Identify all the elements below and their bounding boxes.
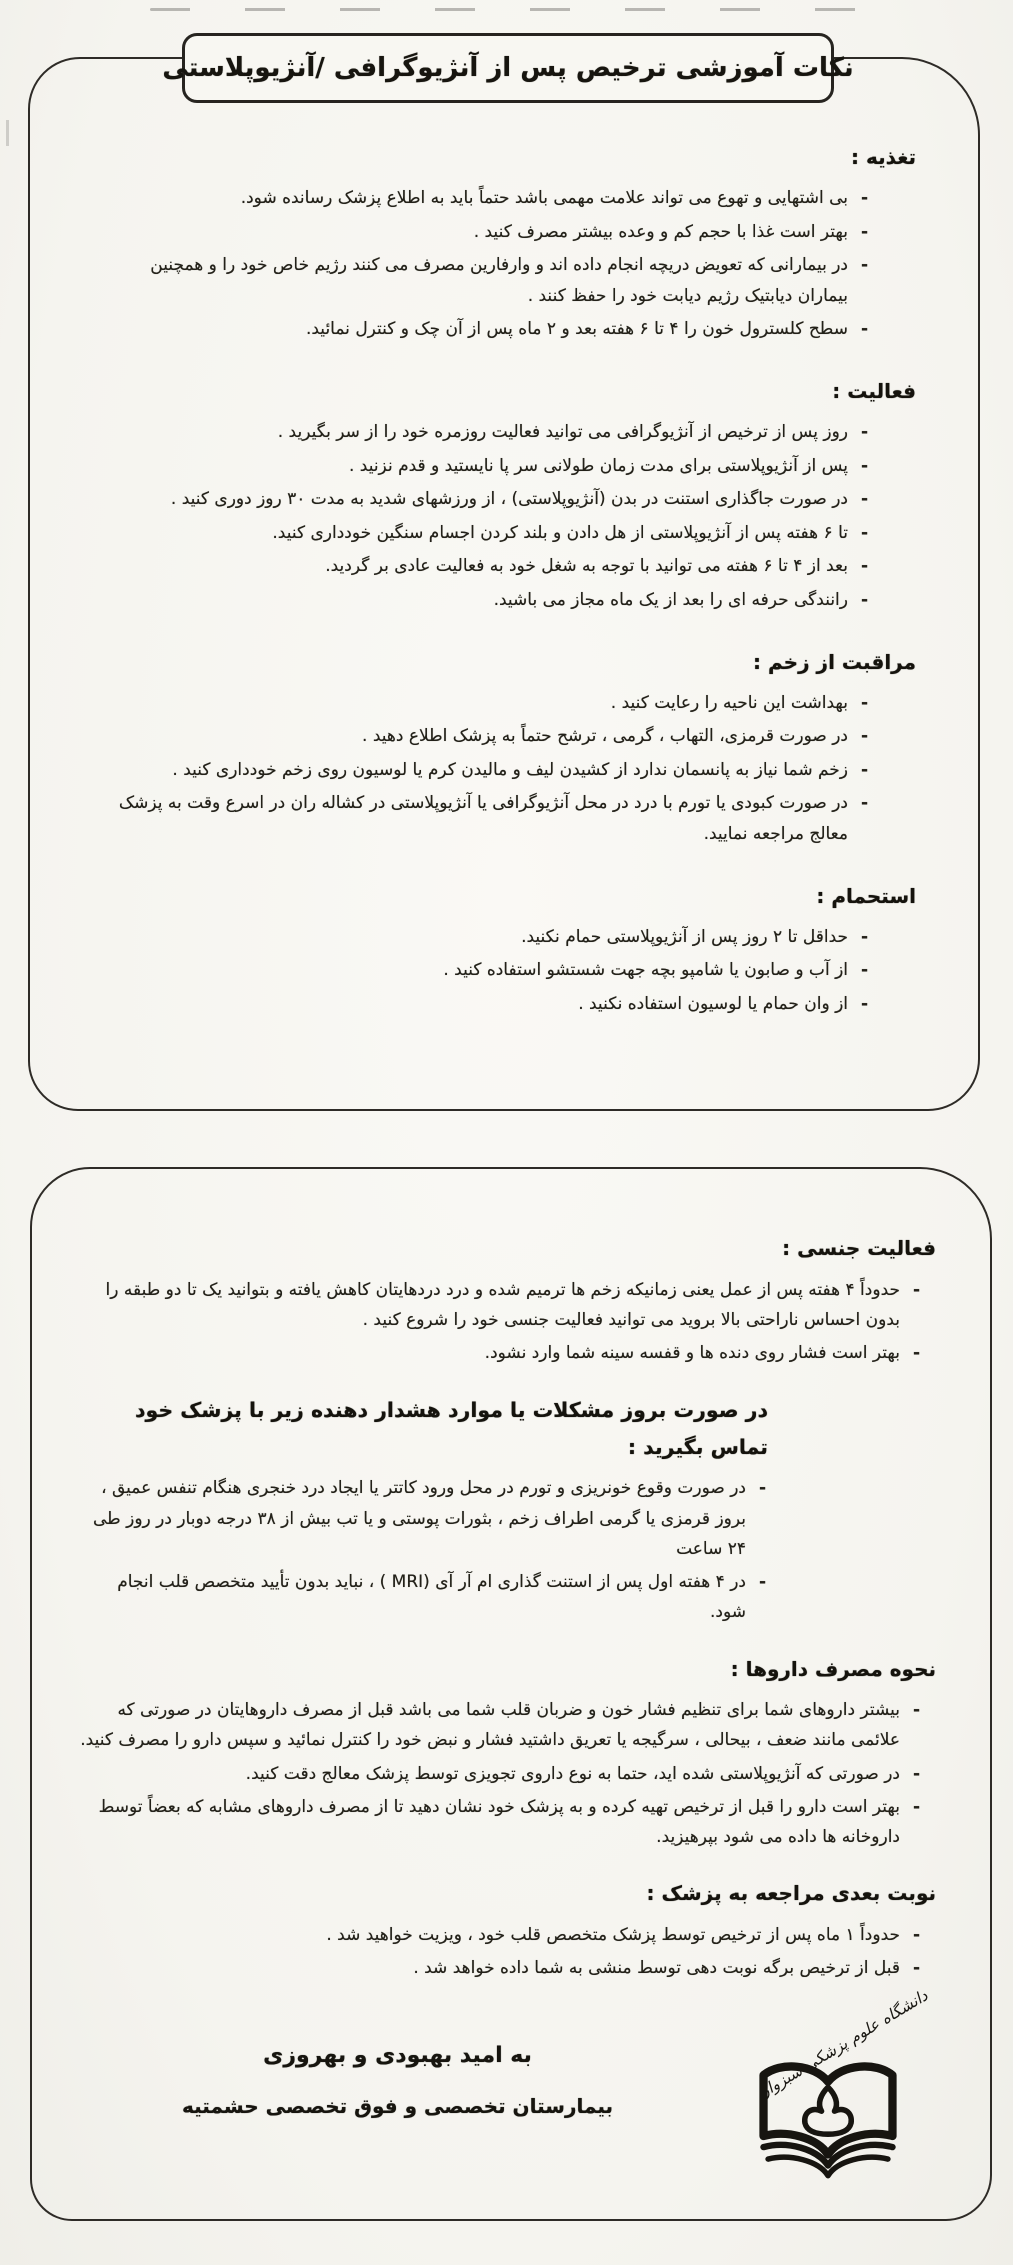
bullet-item: - بی اشتهایی و تهوع می تواند علامت مهمی باشد حتماً باید به اطلاع پزشک رسانده شود.	[100, 183, 868, 214]
section-heading: نحوه مصرف داروها :	[730, 1656, 936, 1681]
footer-hospital-name: بیمارستان تخصصی و فوق تخصصی حشمتیه	[182, 2093, 614, 2118]
bullet-item: - در صورت جاگذاری استنت در بدن (آنژیوپلاستی) ، از ورزشهای شدید به مدت ۳۰ روز دوری کنید .	[100, 484, 868, 515]
bullet-item: - زخم شما نیاز به پانسمان ندارد از کشیدن لیف و مالیدن کرم یا لوسیون روی زخم خودداری کنید .	[100, 755, 868, 786]
bullet-item: - در صورت وقوع خونریزی و تورم در محل ورود کاتتر یا ایجاد درد خنجری هنگام تنفس عمیق ، بروز قرمزی یا گرمی اطراف زخم ، بثورات پوستی و یا تب بیش از ۳۸ درجه دوبار در روز طی ۲۴ ساعت	[76, 1473, 766, 1564]
logo-calligraphy: دانشگاه علوم پزشکی سبزوار	[756, 1985, 931, 2101]
section-box1-2	[100, 644, 920, 850]
footer-text-block	[182, 2036, 613, 2125]
bullet-item: - حدوداً ۴ هفته پس از عمل یعنی زمانیکه زخم ها ترمیم شده و درد دردهایتان کاهش یافته و بتوانید یک تا دو طبقه را بدون احساس ناراحتی بالا بروید می توانید فعالیت جنسی خود را شروع کنید .	[76, 1275, 920, 1336]
bullet-item: - در صورت کبودی یا تورم با درد در محل آنژیوگرافی یا آنژیوپلاستی در کشاله ران در اسرع وقت به پزشک معالج مراجعه نمایید.	[100, 788, 868, 849]
footer-wish-line: به امید بهبودی و بهروزی	[263, 2042, 532, 2068]
bullet-item: - از وان حمام یا لوسیون استفاده نکنید .	[100, 989, 868, 1020]
bullet-item: - در صورت قرمزی، التهاب ، گرمی ، ترشح حتماً به پزشک اطلاع دهید .	[100, 721, 868, 752]
bullet-item: - بعد از ۴ تا ۶ هفته می توانید با توجه به شغل خود به فعالیت عادی بر گردید.	[100, 551, 868, 582]
section-heading: مراقبت از زخم :	[753, 649, 916, 674]
bullet-list	[76, 1473, 772, 1627]
footer	[32, 1985, 990, 2183]
section-heading: تغذیه :	[851, 145, 916, 169]
bullet-item: - تا ۶ هفته پس از آنژیوپلاستی از هل دادن و بلند کردن اجسام سنگین خودداری کنید.	[100, 518, 868, 549]
section-box2-0	[76, 1231, 940, 1368]
instructions-box-2	[30, 1167, 992, 2221]
bullet-item: - بهتر است دارو را قبل از ترخیص تهیه کرده و به پزشک خود نشان دهید تا از مصرف داروهای مشابه که بعضاً توسط داروخانه ها داده می شود بپرهیزید.	[76, 1792, 920, 1853]
bullet-list	[100, 922, 920, 1020]
bullet-list	[100, 417, 920, 616]
bullet-item: - سطح کلسترول خون را ۴ تا ۶ هفته بعد و ۲ ماه پس از آن چک و کنترل نمائید.	[100, 314, 868, 345]
box1-content	[30, 59, 978, 1019]
section-box1-3	[100, 878, 920, 1020]
section-heading: فعالیت جنسی :	[782, 1236, 936, 1260]
bullet-list	[76, 1275, 940, 1369]
bullet-item: - از آب و صابون یا شامپو بچه جهت شستشو استفاده کنید .	[100, 955, 868, 986]
section-box2-1	[76, 1392, 940, 1627]
bullet-item: - در ۴ هفته اول پس از استنت گذاری ام آر آی (MRI ) ، نباید بدون تأیید متخصص قلب انجام شود.	[76, 1567, 766, 1628]
bullet-item: - بهداشت این ناحیه را رعایت کنید .	[100, 688, 868, 719]
bullet-item: - حدوداً ۱ ماه پس از ترخیص توسط پزشک متخصص قلب خود ، ویزیت خواهید شد .	[76, 1920, 920, 1950]
bullet-item: - حداقل تا ۲ روز پس از آنژیوپلاستی حمام نکنید.	[100, 922, 868, 953]
bullet-item: - بیشتر داروهای شما برای تنظیم فشار خون و ضربان قلب شما می باشد قبل از مصرف داروهایتان در صورتی که علائمی مانند ضعف ، بیحالی ، سرگیجه یا تعریق داشتید فشار و نبض خود را کنترل نمائید و سپس دارو را مصرف کنید.	[76, 1695, 920, 1756]
bullet-list	[76, 1920, 940, 1984]
section-box1-0	[100, 139, 920, 345]
open-book-icon	[733, 1985, 931, 2183]
bullet-list	[100, 183, 920, 345]
university-logo	[733, 1985, 931, 2183]
section-box2-2	[76, 1652, 940, 1853]
bullet-item: - قبل از ترخیص برگه نوبت دهی توسط منشی به شما داده خواهد شد .	[76, 1953, 920, 1983]
scan-artifact-top	[150, 8, 880, 11]
section-box2-3	[76, 1876, 940, 1983]
bullet-item: - رانندگی حرفه ای را بعد از یک ماه مجاز می باشید.	[100, 585, 868, 616]
section-heading: فعالیت :	[832, 378, 916, 403]
bullet-list	[100, 688, 920, 850]
section-box1-1	[100, 373, 920, 616]
bullet-list	[76, 1695, 940, 1852]
section-heading: در صورت بروز مشکلات یا موارد هشدار دهنده زیر با پزشک خود تماس بگیرید :	[135, 1398, 768, 1459]
document-title: نکات آموزشی ترخیص پس از آنژیوگرافی /آنژیوپلاستی	[162, 53, 854, 83]
section-heading: نوبت بعدی مراجعه به پزشک :	[646, 1881, 936, 1906]
section-heading: استحمام :	[816, 883, 916, 908]
bullet-item: - بهتر است فشار روی دنده ها و قفسه سینه شما وارد نشود.	[76, 1338, 920, 1368]
instructions-box-1	[28, 53, 980, 1111]
scan-artifact-left	[6, 120, 9, 146]
bullet-item: - پس از آنژیوپلاستی برای مدت زمان طولانی سر پا نایستید و قدم نزنید .	[100, 451, 868, 482]
box2-content	[32, 1169, 990, 1984]
bullet-item: - بهتر است غذا با حجم کم و وعده بیشتر مصرف کنید .	[100, 217, 868, 248]
bullet-item: - در صورتی که آنژیوپلاستی شده اید، حتما به نوع داروی تجویزی توسط پزشک معالج دقت کنید.	[76, 1759, 920, 1789]
document-title-box	[162, 33, 854, 103]
bullet-item: - در بیمارانی که تعویض دریچه انجام داده اند و وارفارین مصرف می کنند رژیم خاص خود را و همچنین بیماران دیابتیک رژیم دیابت خود را حفظ کنند .	[100, 250, 868, 311]
bullet-item: - روز پس از ترخیص از آنژیوگرافی می توانید فعالیت روزمره خود را از سر بگیرید .	[100, 417, 868, 448]
